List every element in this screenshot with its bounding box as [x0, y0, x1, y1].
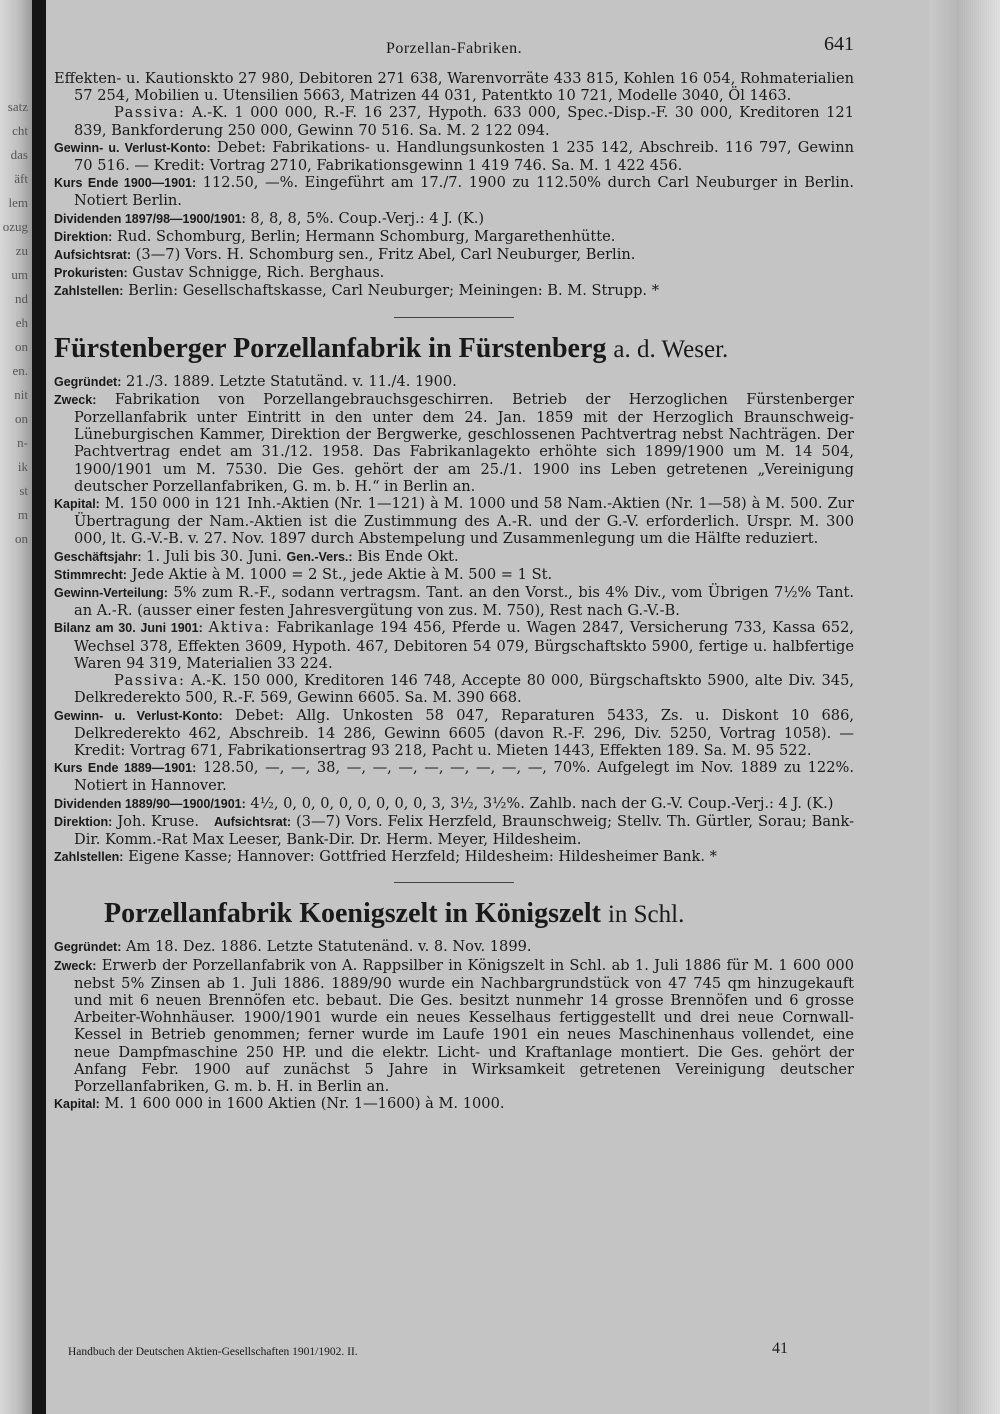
geschaeftsjahr-label: Geschäftsjahr: — [54, 549, 142, 564]
page-number: 641 — [824, 33, 854, 55]
passiva-text: A.-K. 150 000, Kreditoren 146 748, Accepte 80 000, Bürgschaftskto 5900, alte Div. 345, Delkrederekto 500, R.-F. 569, Gewinn 6605. Sa. M. 390 668. — [74, 672, 854, 707]
scan-margin-left — [0, 0, 32, 1414]
guv-label: Gewinn- u. Verlust-Konto: — [54, 708, 223, 723]
direktion-text: Joh. Kruse. — [117, 812, 200, 830]
aktiva-label: Aktiva: — [208, 619, 271, 637]
kapital-text: M. 1 600 000 in 1600 Aktien (Nr. 1—1600) à M. 1000. — [104, 1095, 505, 1113]
aktiva-continuation: Effekten- u. Kautionskto 27 980, Debitoren 271 638, Warenvorräte 433 815, Kohlen 16 054, Rohmaterialien 57 254, Mobilien u. Utensilien 5663, Matrizen 44 031, Patentkto 10 721, Modelle 3040, Öl 1463. — [54, 70, 854, 105]
facing-page-fragment: st — [19, 483, 28, 498]
zweck-label: Zweck: — [54, 958, 97, 973]
zahlstellen-text: Eigene Kasse; Hannover: Gottfried Herzfeld; Hildesheim: Hildesheimer Bank. * — [128, 848, 717, 866]
gen-vers-text: Bis Ende Okt. — [357, 547, 459, 565]
facing-page-fragment: m — [17, 507, 28, 522]
direktion-label: Direktion: — [54, 229, 113, 244]
guv-text: Debet: Fabrikations- u. Handlungsunkosten 1 235 142, Abschreib. 116 797, Gewinn 70 516. — Kredit: Vortrag 2710, Fabrikationsgewinn 1 419 746. Sa. M. 1 422 456. — [74, 138, 855, 175]
facing-page-fragment: lem — [8, 195, 28, 210]
entry-divider — [394, 882, 514, 883]
stimmrecht-label: Stimmrecht: — [54, 567, 127, 582]
guv-label: Gewinn- u. Verlust-Konto: — [54, 140, 211, 155]
zahlstellen-text: Berlin: Gesellschaftskasse, Carl Neuburger; Meiningen: B. M. Strupp. * — [128, 282, 659, 300]
passiva-label: Passiva: — [114, 104, 186, 122]
passiva-line — [54, 104, 854, 138]
facing-page-fragment: das — [10, 147, 28, 162]
zahlstellen-line — [54, 848, 854, 866]
gegruendet-line — [54, 373, 854, 391]
passiva-text: A.-K. 1 000 000, R.-F. 16 237, Hypoth. 633 000, Spec.-Disp.-F. 30 000, Kreditoren 121 839, Bankforderung 250 000, Gewinn 70 516. Sa. M. 2 122 094. — [74, 104, 854, 139]
entry-fuerstenberger — [54, 332, 854, 867]
running-header — [54, 33, 854, 70]
facing-page-fragments — [0, 95, 32, 695]
footer-source: Handbuch der Deutschen Aktien-Gesellschaften 1901/1902. II. — [68, 1346, 358, 1358]
kapital-label: Kapital: — [54, 1097, 100, 1112]
gegruendet-label: Gegründet: — [54, 374, 122, 389]
company-title — [54, 897, 854, 932]
aufsichtsrat-line — [54, 246, 854, 264]
book-page — [46, 0, 930, 1414]
aktiva-text: Fabrikanlage 194 456, Pferde u. Wagen 2847, Versicherung 733, Kassa 652, Wechsel 378, Effekten 3609, Hypoth. 467, Debitoren 54 079, Bürgschaftskto 5900, fertige u. halbfertige Waren 94 319, Materialien 33 224. — [74, 619, 855, 672]
facing-page-fragment: ozug — [2, 219, 28, 234]
zweck-text: Fabrikation von Porzellangebrauchsgeschirren. Betrieb der Herzoglichen Fürstenberger Porzellanfabrik unter Eintritt in den unter dem 24. Jan. 1859 mit der Herzoglich Braunschweig-Lüneburgischen Kammer, Direktion der Bergwerke, geschlossenen Pachtvertrag nebst Nachträgen. Der Pachtvertrag endet am 31./12. 1958. Das Fabrikanlagekto erhöhte sich 1899/1900 um M. 14 504, 1900/1901 um M. 7530. Die Ges. gehört der am 25./1. 1900 ins Leben getretenen „Vereinigung deutscher Porzellanfabriken, G. m. b. H.“ in Berlin an. — [74, 390, 855, 495]
kurs-line — [54, 759, 854, 794]
gegruendet-text: 21./3. 1889. Letzte Statutänd. v. 11./4. 1900. — [126, 372, 457, 390]
dividenden-line — [54, 210, 854, 228]
facing-page-fragment: zu — [15, 243, 28, 258]
kapital-text: M. 150 000 in 121 Inh.-Aktien (Nr. 1—121) à M. 1000 und 58 Nam.-Aktien (Nr. 1—58) à M. 500. Zur Übertragung der Nam.-Aktien ist die Zustimmung des A.-R. und der G.-V. erforderlich. Urspr. M. 300 000, lt. G.-V.-B. v. 27. Nov. 1897 durch Abstempelung und Zusammenlegung um die Hälfte reduziert. — [74, 495, 854, 548]
zahlstellen-line — [54, 282, 854, 300]
dividenden-label: Dividenden 1897/98—1900/1901: — [54, 211, 246, 226]
gen-vers-label: Gen.-Vers.: — [286, 549, 353, 564]
kurs-text: 128.50, —, —, 38, —, —, —, —, —, —, —, —, 70%. Aufgelegt im Nov. 1889 zu 122%. Notiert in Hannover. — [74, 759, 854, 795]
geschaeftsjahr-line — [54, 548, 854, 566]
dividenden-text: 8, 8, 8, 5%. Coup.-Verj.: 4 J. (K.) — [250, 209, 485, 227]
guv-line — [54, 707, 854, 760]
facing-page-fragment: cht — [12, 123, 28, 138]
kapital-line — [54, 1095, 854, 1113]
zahlstellen-label: Zahlstellen: — [54, 850, 124, 865]
scan-margin-right — [930, 0, 1000, 1414]
dividenden-label: Dividenden 1889/90—1900/1901: — [54, 796, 246, 811]
facing-page-fragment: on — [15, 411, 28, 426]
gewinn-verteilung-text: 5% zum R.-F., sodann vertragsm. Tant. an den Vorst., bis 4% Div., vom Übrigen 7½% Tant. an A.-R. (ausser einer festen Jahresvergütung von zus. M. 750), Rest nach G.-V.-B. — [74, 584, 854, 620]
facing-page-fragment: en. — [12, 363, 28, 378]
aufsichtsrat-label: Aufsichtsrat: — [213, 814, 292, 829]
zahlstellen-label: Zahlstellen: — [54, 284, 124, 299]
gegruendet-line — [54, 938, 854, 956]
kapital-label: Kapital: — [54, 497, 100, 512]
direktion-line — [54, 813, 854, 848]
gewinn-verteilung-line — [54, 584, 854, 619]
company-name: Porzellanfabrik Koenigszelt in Königszelt — [104, 898, 601, 930]
prokuristen-text: Gustav Schnigge, Rich. Berghaus. — [132, 264, 385, 282]
company-location: in Schl. — [607, 901, 685, 929]
facing-page-fragment: eh — [15, 315, 28, 330]
previous-entry — [54, 70, 854, 301]
direktion-label: Direktion: — [54, 814, 113, 829]
page-footer — [68, 1340, 848, 1358]
facing-page-fragment: on — [15, 531, 28, 546]
facing-page-fragment: um — [11, 267, 28, 282]
aufsichtsrat-text: (3—7) Vors. Felix Herzfeld, Braunschweig; Stellv. Th. Gürtler, Sorau; Bank-Dir. Komm.-Rat Max Leeser, Bank-Dir. Dr. Herm. Meyer, Hildesheim. — [74, 812, 855, 848]
geschaeftsjahr-text: 1. Juli bis 30. Juni. — [146, 547, 282, 565]
kurs-label: Kurs Ende 1900—1901: — [54, 176, 197, 191]
zweck-label: Zweck: — [54, 392, 97, 407]
dividenden-line — [54, 795, 854, 813]
gegruendet-text: Am 18. Dez. 1886. Letzte Statutenänd. v. 8. Nov. 1899. — [126, 938, 532, 956]
kapital-line — [54, 495, 854, 548]
facing-page-fragment: satz — [7, 99, 28, 114]
book-binding-shadow — [32, 0, 46, 1414]
direktion-text: Rud. Schomburg, Berlin; Hermann Schomburg, Margarethenhütte. — [116, 227, 616, 245]
aufsichtsrat-label: Aufsichtsrat: — [54, 248, 132, 263]
facing-page-fragment: nd — [15, 291, 28, 306]
gegruendet-label: Gegründet: — [54, 940, 122, 955]
company-title — [54, 332, 854, 367]
direktion-line — [54, 228, 854, 246]
entry-divider — [394, 317, 514, 318]
zweck-line — [54, 957, 854, 1096]
company-location: a. d. Weser. — [613, 335, 729, 363]
page-content — [54, 33, 855, 1113]
bilanz-line — [54, 619, 854, 672]
company-name: Fürstenberger Porzellanfabrik in Fürstenberg — [54, 332, 607, 364]
stimmrecht-text: Jede Aktie à M. 1000 = 2 St., jede Aktie à M. 500 = 1 St. — [131, 565, 553, 583]
facing-page-fragment: nit — [14, 387, 28, 402]
facing-page-fragment: ik — [17, 459, 28, 474]
facing-page-fragment: on — [15, 339, 28, 354]
signature-mark: 41 — [772, 1340, 788, 1357]
guv-line — [54, 139, 854, 174]
running-title: Porzellan-Fabriken. — [385, 40, 523, 57]
kurs-text: 112.50, —%. Eingeführt am 17./7. 1900 zu 112.50% durch Carl Neuburger in Berlin. Notiert Berlin. — [74, 174, 854, 210]
prokuristen-line — [54, 264, 854, 282]
entry-koenigszelt — [54, 897, 854, 1113]
zweck-line — [54, 391, 854, 495]
guv-text: Debet: Allg. Unkosten 58 047, Reparaturen 5433, Zs. u. Diskont 10 686, Delkrederekto 462, Abschreib. 14 286, Gewinn 6605 (davon R.-F. 296, Div. 5250, Vortrag 1058). — Kredit: Vortrag 671, Fabrikationsertrag 93 218, Pacht u. Mieten 1443, Effekten 189. Sa. M. 95 522. — [74, 706, 855, 759]
prokuristen-label: Prokuristen: — [54, 266, 128, 281]
zweck-text: Erwerb der Porzellanfabrik von A. Rappsilber in Königszelt in Schl. ab 1. Juli 1886 für M. 1 600 000 nebst 5% Zinsen ab 1. Juli 1886. 1889/90 wurde ein Nachbargrundstück von 47 745 qm hinzugekauft und mit 6 neuen Brennöfen etc. bebaut. Die Ges. besitzt nunmehr 14 grosse Brennöfen und 6 grosse Arbeiter-Wohnhäuser. 1900/1901 wurde ein neues Kesselhaus fertiggestellt und drei neue Cornwall-Kessel in Betrieb genommen; ferner wurde im Laufe 1901 ein neues Maschinenhaus vollendet, eine neue Dampfmaschine 250 HP. und die elektr. Licht- und Kraftanlage montiert. Die Ges. gehört der Anfang Febr. 1900 auf zunächst 5 Jahre in Wirksamkeit getretenen Vereinigung deutscher Porzellanfabriken, G. m. b. H. in Berlin an. — [74, 956, 855, 1095]
kurs-label: Kurs Ende 1889—1901: — [54, 761, 197, 776]
facing-page-fragment: n- — [17, 435, 28, 450]
facing-page-fragment: äft — [14, 171, 28, 186]
passiva-label: Passiva: — [114, 672, 186, 690]
dividenden-text: 4½, 0, 0, 0, 0, 0, 0, 0, 0, 3, 3½, 3½%. Zahlb. nach der G.-V. Coup.-Verj.: 4 J. (K.) — [250, 794, 834, 812]
gewinn-verteilung-label: Gewinn-Verteilung: — [54, 586, 168, 601]
stimmrecht-line — [54, 566, 854, 584]
kurs-line — [54, 174, 854, 209]
passiva-line — [54, 672, 854, 706]
bilanz-label: Bilanz am 30. Juni 1901: — [54, 621, 203, 636]
aufsichtsrat-text: (3—7) Vors. H. Schomburg sen., Fritz Abel, Carl Neuburger, Berlin. — [135, 246, 636, 264]
